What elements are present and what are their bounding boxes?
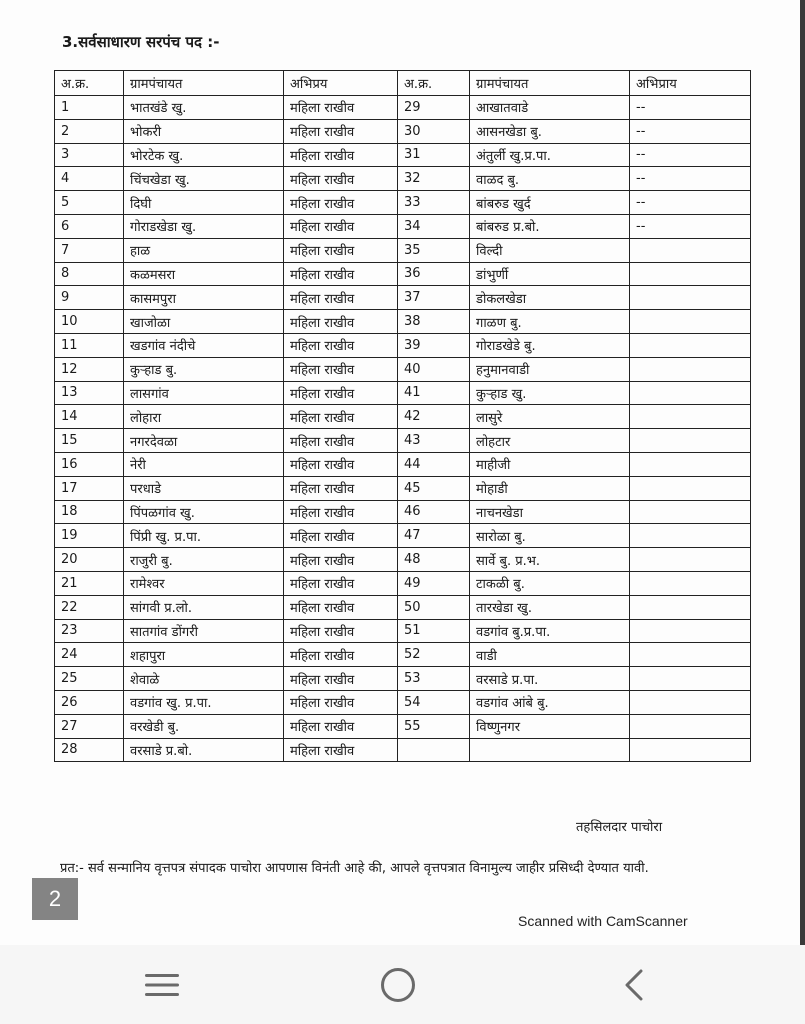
gram-panchayat-cell: लासुरे bbox=[470, 405, 630, 429]
gram-panchayat-cell: माहीजी bbox=[470, 452, 630, 476]
gram-panchayat-cell: गाळण बु. bbox=[470, 310, 630, 334]
serial-number-cell: 8 bbox=[55, 262, 124, 286]
table-body bbox=[55, 96, 751, 762]
serial-number-cell: 5 bbox=[55, 191, 124, 215]
serial-number-cell: 2 bbox=[55, 119, 124, 143]
serial-number-cell: 32 bbox=[398, 167, 470, 191]
table-row bbox=[55, 405, 751, 429]
remark-cell: महिला राखीव bbox=[284, 286, 398, 310]
gram-panchayat-cell: विल्दी bbox=[470, 238, 630, 262]
home-button[interactable] bbox=[368, 963, 428, 1007]
gram-panchayat-cell: टाकळी बु. bbox=[470, 571, 630, 595]
remark-cell: महिला राखीव bbox=[284, 119, 398, 143]
serial-number-cell: 19 bbox=[55, 524, 124, 548]
remark-cell bbox=[630, 667, 751, 691]
remark-cell: महिला राखीव bbox=[284, 381, 398, 405]
table-header-row bbox=[55, 71, 751, 96]
table-row bbox=[55, 571, 751, 595]
gram-panchayat-cell: वरसाडे प्र.पा. bbox=[470, 667, 630, 691]
serial-number-cell: 27 bbox=[55, 714, 124, 738]
gram-panchayat-cell: लोहटार bbox=[470, 429, 630, 453]
gram-panchayat-cell: कुऱ्हाड बु. bbox=[124, 357, 284, 381]
table-row bbox=[55, 476, 751, 500]
serial-number-cell: 41 bbox=[398, 381, 470, 405]
remark-cell bbox=[630, 643, 751, 667]
gram-panchayat-cell: खडगांव नंदीचे bbox=[124, 333, 284, 357]
remark-cell: महिला राखीव bbox=[284, 310, 398, 334]
serial-number-cell: 25 bbox=[55, 667, 124, 691]
remark-cell: महिला राखीव bbox=[284, 405, 398, 429]
remark-cell: महिला राखीव bbox=[284, 96, 398, 120]
table-row bbox=[55, 357, 751, 381]
system-navigation-bar bbox=[0, 945, 805, 1024]
remark-cell: -- bbox=[630, 167, 751, 191]
gram-panchayat-cell: वाडी bbox=[470, 643, 630, 667]
serial-number-cell: 48 bbox=[398, 548, 470, 572]
remark-cell bbox=[630, 310, 751, 334]
serial-number-cell: 22 bbox=[55, 595, 124, 619]
column-header: ग्रामपंचायत bbox=[124, 71, 284, 96]
serial-number-cell: 11 bbox=[55, 333, 124, 357]
signatory-label: तहसिलदार पाचोरा bbox=[576, 820, 663, 835]
scanner-watermark: Scanned with CamScanner bbox=[518, 913, 688, 929]
serial-number-cell: 33 bbox=[398, 191, 470, 215]
table-row bbox=[55, 524, 751, 548]
serial-number-cell: 42 bbox=[398, 405, 470, 429]
page-number-badge: 2 bbox=[32, 878, 78, 920]
serial-number-cell: 52 bbox=[398, 643, 470, 667]
serial-number-cell: 53 bbox=[398, 667, 470, 691]
gram-panchayat-cell: खाजोळा bbox=[124, 310, 284, 334]
gram-panchayat-cell: आसनखेडा बु. bbox=[470, 119, 630, 143]
back-button[interactable] bbox=[604, 963, 664, 1007]
gram-panchayat-cell: सार्वे बु. प्र.भ. bbox=[470, 548, 630, 572]
gram-panchayat-cell: तारखेडा खु. bbox=[470, 595, 630, 619]
serial-number-cell: 54 bbox=[398, 690, 470, 714]
table-row bbox=[55, 96, 751, 120]
serial-number-cell: 49 bbox=[398, 571, 470, 595]
serial-number-cell: 45 bbox=[398, 476, 470, 500]
table-row bbox=[55, 429, 751, 453]
gram-panchayat-cell: नेरी bbox=[124, 452, 284, 476]
remark-cell bbox=[630, 595, 751, 619]
gram-panchayat-cell: नाचनखेडा bbox=[470, 500, 630, 524]
remark-cell: महिला राखीव bbox=[284, 357, 398, 381]
gram-panchayat-cell: बांबरुड प्र.बो. bbox=[470, 214, 630, 238]
gram-panchayat-cell: गोराडखेडे बु. bbox=[470, 333, 630, 357]
serial-number-cell: 18 bbox=[55, 500, 124, 524]
gram-panchayat-cell: परधाडे bbox=[124, 476, 284, 500]
gram-panchayat-cell: रामेश्वर bbox=[124, 571, 284, 595]
serial-number-cell: 10 bbox=[55, 310, 124, 334]
remark-cell: महिला राखीव bbox=[284, 667, 398, 691]
column-header: अ.क्र. bbox=[398, 71, 470, 96]
gram-panchayat-cell: गोराडखेडा खु. bbox=[124, 214, 284, 238]
gram-panchayat-cell bbox=[470, 738, 630, 762]
gram-panchayat-cell: शेवाळे bbox=[124, 667, 284, 691]
table-row bbox=[55, 619, 751, 643]
remark-cell: -- bbox=[630, 96, 751, 120]
gram-panchayat-cell: वरखेडी बु. bbox=[124, 714, 284, 738]
remark-cell: -- bbox=[630, 119, 751, 143]
serial-number-cell: 31 bbox=[398, 143, 470, 167]
remark-cell bbox=[630, 500, 751, 524]
reservation-table bbox=[54, 70, 751, 762]
back-icon bbox=[619, 967, 649, 1003]
serial-number-cell: 40 bbox=[398, 357, 470, 381]
remark-cell bbox=[630, 690, 751, 714]
serial-number-cell: 12 bbox=[55, 357, 124, 381]
gram-panchayat-cell: वाळद बु. bbox=[470, 167, 630, 191]
remark-cell: महिला राखीव bbox=[284, 333, 398, 357]
table-row bbox=[55, 333, 751, 357]
remark-cell bbox=[630, 738, 751, 762]
remark-cell: महिला राखीव bbox=[284, 452, 398, 476]
gram-panchayat-cell: वडगांव आंबे बु. bbox=[470, 690, 630, 714]
serial-number-cell: 37 bbox=[398, 286, 470, 310]
remark-cell bbox=[630, 524, 751, 548]
gram-panchayat-cell: मोहाडी bbox=[470, 476, 630, 500]
table-row bbox=[55, 119, 751, 143]
gram-panchayat-cell: शहापुरा bbox=[124, 643, 284, 667]
column-header: ग्रामपंचायत bbox=[470, 71, 630, 96]
table-row bbox=[55, 667, 751, 691]
table-row bbox=[55, 500, 751, 524]
gram-panchayat-cell: विष्णुनगर bbox=[470, 714, 630, 738]
serial-number-cell: 3 bbox=[55, 143, 124, 167]
remark-cell: महिला राखीव bbox=[284, 191, 398, 215]
serial-number-cell: 30 bbox=[398, 119, 470, 143]
serial-number-cell bbox=[398, 738, 470, 762]
table-row bbox=[55, 381, 751, 405]
serial-number-cell: 6 bbox=[55, 214, 124, 238]
serial-number-cell: 44 bbox=[398, 452, 470, 476]
gram-panchayat-cell: लासगांव bbox=[124, 381, 284, 405]
gram-panchayat-cell: हनुमानवाडी bbox=[470, 357, 630, 381]
table-row bbox=[55, 310, 751, 334]
remark-cell: महिला राखीव bbox=[284, 524, 398, 548]
gram-panchayat-cell: कळमसरा bbox=[124, 262, 284, 286]
gram-panchayat-cell: भोरटेक खु. bbox=[124, 143, 284, 167]
table-row bbox=[55, 595, 751, 619]
serial-number-cell: 15 bbox=[55, 429, 124, 453]
remark-cell bbox=[630, 452, 751, 476]
serial-number-cell: 24 bbox=[55, 643, 124, 667]
gram-panchayat-cell: भोकरी bbox=[124, 119, 284, 143]
serial-number-cell: 46 bbox=[398, 500, 470, 524]
remark-cell bbox=[630, 333, 751, 357]
remark-cell: महिला राखीव bbox=[284, 690, 398, 714]
serial-number-cell: 26 bbox=[55, 690, 124, 714]
remark-cell: महिला राखीव bbox=[284, 167, 398, 191]
table-row bbox=[55, 286, 751, 310]
home-icon bbox=[378, 965, 418, 1005]
table-row bbox=[55, 452, 751, 476]
serial-number-cell: 14 bbox=[55, 405, 124, 429]
gram-panchayat-cell: सांगवी प्र.लो. bbox=[124, 595, 284, 619]
remark-cell bbox=[630, 476, 751, 500]
gram-panchayat-cell: डांभुर्णी bbox=[470, 262, 630, 286]
gram-panchayat-cell: लोहारा bbox=[124, 405, 284, 429]
gram-panchayat-cell: भातखंडे खु. bbox=[124, 96, 284, 120]
remark-cell: महिला राखीव bbox=[284, 429, 398, 453]
remark-cell: -- bbox=[630, 214, 751, 238]
remark-cell bbox=[630, 381, 751, 405]
serial-number-cell: 43 bbox=[398, 429, 470, 453]
serial-number-cell: 47 bbox=[398, 524, 470, 548]
gram-panchayat-cell: सातगांव डोंगरी bbox=[124, 619, 284, 643]
remark-cell: महिला राखीव bbox=[284, 238, 398, 262]
gram-panchayat-cell: पिंपळगांव खु. bbox=[124, 500, 284, 524]
remark-cell: महिला राखीव bbox=[284, 476, 398, 500]
serial-number-cell: 29 bbox=[398, 96, 470, 120]
remark-cell: महिला राखीव bbox=[284, 619, 398, 643]
serial-number-cell: 23 bbox=[55, 619, 124, 643]
remark-cell: महिला राखीव bbox=[284, 738, 398, 762]
section-heading: 3.सर्वसाधारण सरपंच पद :- bbox=[62, 33, 220, 51]
serial-number-cell: 21 bbox=[55, 571, 124, 595]
gram-panchayat-cell: वडगांव खु. प्र.पा. bbox=[124, 690, 284, 714]
remark-cell: महिला राखीव bbox=[284, 500, 398, 524]
serial-number-cell: 1 bbox=[55, 96, 124, 120]
serial-number-cell: 7 bbox=[55, 238, 124, 262]
remark-cell bbox=[630, 548, 751, 572]
remark-cell: महिला राखीव bbox=[284, 262, 398, 286]
remark-cell bbox=[630, 286, 751, 310]
recent-apps-button[interactable] bbox=[132, 963, 192, 1007]
remark-cell bbox=[630, 405, 751, 429]
remark-cell: महिला राखीव bbox=[284, 548, 398, 572]
column-header: अभिप्राय bbox=[630, 71, 751, 96]
table-row bbox=[55, 738, 751, 762]
serial-number-cell: 36 bbox=[398, 262, 470, 286]
recent-apps-icon bbox=[143, 970, 181, 1000]
gram-panchayat-cell: पिंप्री खु. प्र.पा. bbox=[124, 524, 284, 548]
gram-panchayat-cell: अंतुर्ली खु.प्र.पा. bbox=[470, 143, 630, 167]
serial-number-cell: 35 bbox=[398, 238, 470, 262]
gram-panchayat-cell: वरसाडे प्र.बो. bbox=[124, 738, 284, 762]
serial-number-cell: 28 bbox=[55, 738, 124, 762]
table-row bbox=[55, 690, 751, 714]
remark-cell bbox=[630, 619, 751, 643]
gram-panchayat-cell: वडगांव बु.प्र.पा. bbox=[470, 619, 630, 643]
serial-number-cell: 9 bbox=[55, 286, 124, 310]
gram-panchayat-cell: आखातवाडे bbox=[470, 96, 630, 120]
table-row bbox=[55, 214, 751, 238]
remark-cell: महिला राखीव bbox=[284, 143, 398, 167]
table-row bbox=[55, 548, 751, 572]
serial-number-cell: 51 bbox=[398, 619, 470, 643]
column-header: अभिप्रय bbox=[284, 71, 398, 96]
serial-number-cell: 13 bbox=[55, 381, 124, 405]
remark-cell: -- bbox=[630, 143, 751, 167]
remark-cell: महिला राखीव bbox=[284, 214, 398, 238]
table-row bbox=[55, 167, 751, 191]
remark-cell bbox=[630, 714, 751, 738]
scroll-edge bbox=[800, 0, 805, 945]
column-header: अ.क्र. bbox=[55, 71, 124, 96]
serial-number-cell: 16 bbox=[55, 452, 124, 476]
table-row bbox=[55, 643, 751, 667]
gram-panchayat-cell: डोकलखेडा bbox=[470, 286, 630, 310]
gram-panchayat-cell: बांबरुड खुर्द bbox=[470, 191, 630, 215]
remark-cell bbox=[630, 238, 751, 262]
serial-number-cell: 20 bbox=[55, 548, 124, 572]
gram-panchayat-cell: राजुरी बु. bbox=[124, 548, 284, 572]
gram-panchayat-cell: नगरदेवळा bbox=[124, 429, 284, 453]
serial-number-cell: 38 bbox=[398, 310, 470, 334]
remark-cell bbox=[630, 357, 751, 381]
remark-cell: महिला राखीव bbox=[284, 595, 398, 619]
gram-panchayat-cell: हाळ bbox=[124, 238, 284, 262]
serial-number-cell: 34 bbox=[398, 214, 470, 238]
copy-note: प्रत:- सर्व सन्मानिय वृत्तपत्र संपादक पाचोरा आपणास विनंती आहे की, आपले वृत्तपत्रात विनामुल्य जाहीर प्रसिध्दी देण्यात यावी. bbox=[60, 861, 649, 876]
table-row bbox=[55, 714, 751, 738]
gram-panchayat-cell: कुऱ्हाड खु. bbox=[470, 381, 630, 405]
gram-panchayat-cell: सारोळा बु. bbox=[470, 524, 630, 548]
gram-panchayat-cell: कासमपुरा bbox=[124, 286, 284, 310]
table-row bbox=[55, 238, 751, 262]
serial-number-cell: 39 bbox=[398, 333, 470, 357]
remark-cell: -- bbox=[630, 191, 751, 215]
remark-cell: महिला राखीव bbox=[284, 714, 398, 738]
remark-cell bbox=[630, 571, 751, 595]
remark-cell bbox=[630, 262, 751, 286]
table-row bbox=[55, 191, 751, 215]
table-row bbox=[55, 262, 751, 286]
serial-number-cell: 55 bbox=[398, 714, 470, 738]
serial-number-cell: 4 bbox=[55, 167, 124, 191]
remark-cell: महिला राखीव bbox=[284, 571, 398, 595]
remark-cell bbox=[630, 429, 751, 453]
remark-cell: महिला राखीव bbox=[284, 643, 398, 667]
gram-panchayat-cell: दिघी bbox=[124, 191, 284, 215]
serial-number-cell: 50 bbox=[398, 595, 470, 619]
gram-panchayat-cell: चिंचखेडा खु. bbox=[124, 167, 284, 191]
table-row bbox=[55, 143, 751, 167]
serial-number-cell: 17 bbox=[55, 476, 124, 500]
